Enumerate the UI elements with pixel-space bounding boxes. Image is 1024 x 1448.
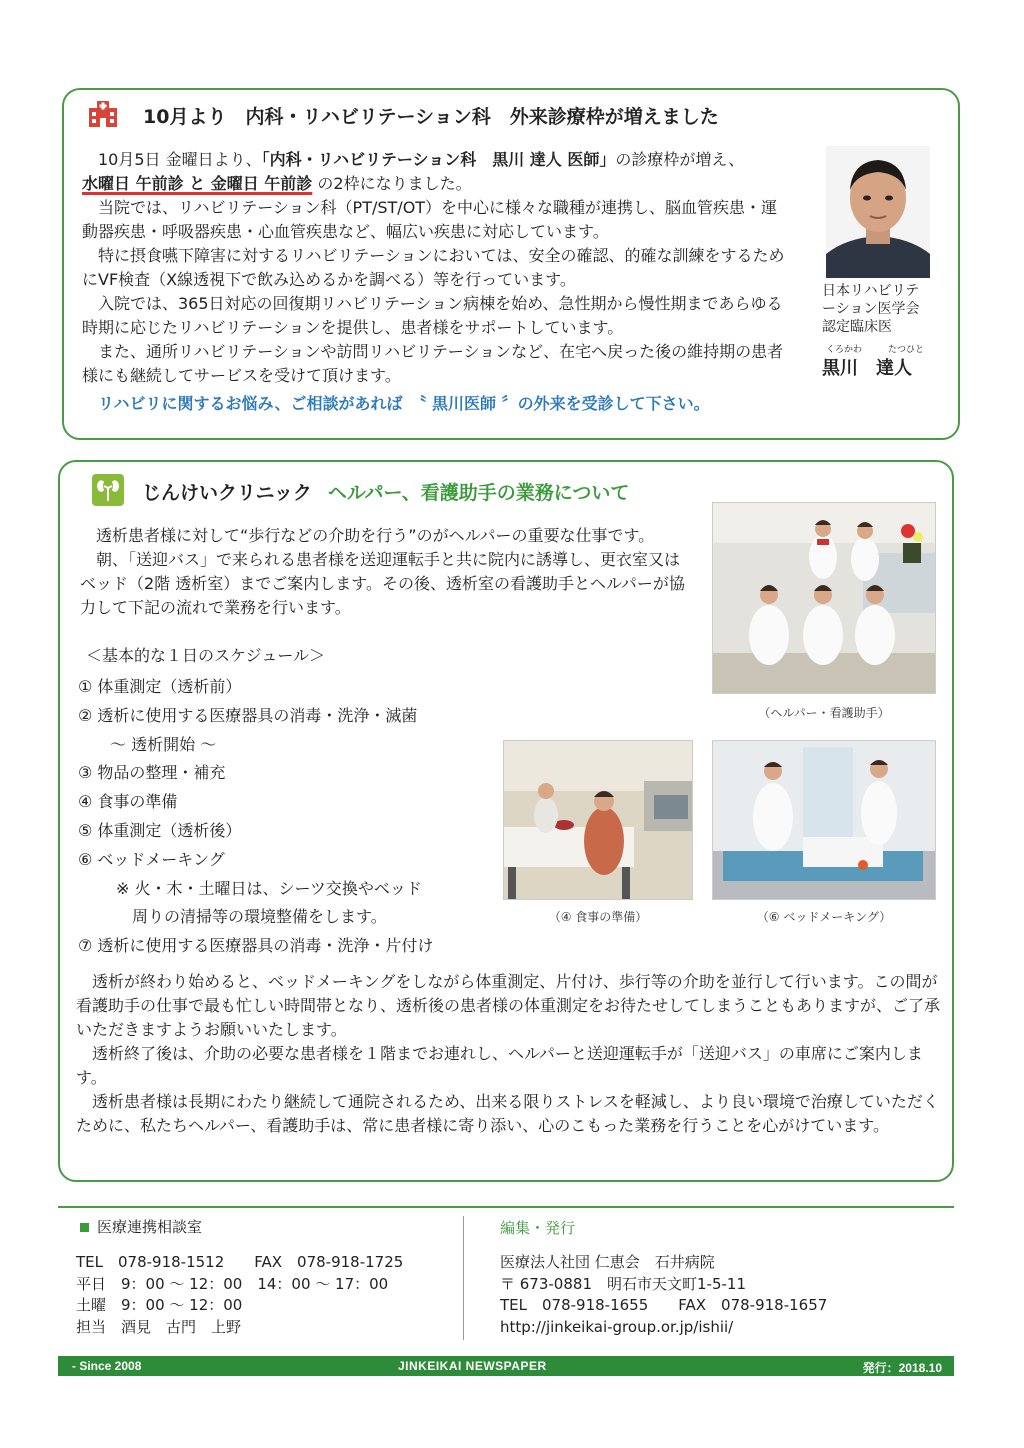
issue-date: 発行：2018.10 bbox=[862, 1361, 942, 1375]
liaison-saturday-hours: 土曜 9：00 ～ 12：00 bbox=[76, 1296, 243, 1315]
schedule-note: ※ 火・木・土曜日は、シーツ交換やベッド bbox=[100, 878, 422, 898]
helper-role-text: 透析患者様に対して“歩行などの介助を行う”のがヘルパーの重要な仕事です。 bbox=[96, 526, 655, 545]
shuttle-bus-text: 朝、「送迎バス」で来られる患者様を送迎運転手と共に院内に誘導し、更衣室又はベッド（2階 透析室）までご案内します。その後、透析室の看護助手とヘルパーが協力して下記の流れで業務を行います。 bbox=[80, 550, 685, 617]
schedule-item: ⑦ 透析に使用する医療器具の消毒・洗浄・片付け bbox=[78, 936, 434, 956]
doctor-photo bbox=[826, 146, 930, 278]
commitment-text: 透析患者様は長期にわたり継続して通院されるため、出来る限りストレスを軽減し、より良い環境で治療していただくために、私たちヘルパー、看護助手は、常に患者様に寄り添い、心のこもった業務を行うことを心がけています。 bbox=[76, 1092, 939, 1135]
schedule-intro-text-end: の診療枠が増え、 bbox=[615, 150, 745, 169]
schedule-title: ＜基本的な１日のスケジュール＞ bbox=[86, 646, 326, 665]
liaison-staff: 担当 酒見 古門 上野 bbox=[76, 1317, 242, 1336]
schedule-list bbox=[78, 673, 433, 961]
liaison-office-details bbox=[76, 1252, 403, 1338]
schedule-item: ⑥ ベッドメーキング bbox=[78, 849, 225, 869]
schedule-item: ④ 食事の準備 bbox=[78, 792, 178, 812]
schedule-intro-text: 10月5日 金曜日より、 bbox=[98, 150, 262, 169]
rehab-paragraph-disciplines: 当院では、リハビリテーション科（PT/ST/OT）を中心に様々な職種が連携し、脳血管疾患・運動器疾患・呼吸器疾患・心血管疾患など、幅広い疾患に対応しています。 bbox=[82, 198, 778, 241]
liaison-weekday-hours: 平日 9：00 ～ 12：00 14：00 ～ 17：00 bbox=[76, 1274, 389, 1293]
staff-photo-caption: （ヘルパー・看護助手） bbox=[758, 706, 890, 720]
busy-time-text: 透析が終わり始めると、ベッドメーキングをしながら体重測定、片付け、歩行等の介助を並行して行います。この間が看護助手の仕事で最も忙しい時間帯となり、透析後の患者様の体重測定をお待たせしてしまうこともありますが、ご了承いただきますようお願いいたします。 bbox=[76, 972, 941, 1039]
doctor-credentials bbox=[822, 282, 940, 336]
schedule-item: ① 体重測定（透析前） bbox=[78, 677, 242, 696]
doctor-title-line3: 認定臨床医 bbox=[822, 319, 892, 335]
schedule-item: ② 透析に使用する医療器具の消毒・洗浄・滅菌 bbox=[78, 705, 418, 725]
rehab-paragraph-inpatient: 入院では、365日対応の回復期リハビリテーション病棟を始め、急性期から慢性期まであらゆる時期に応じたリハビリテーションを提供し、患者様をサポートしています。 bbox=[82, 294, 783, 337]
staff-group-photo bbox=[712, 502, 936, 694]
publisher-phone-fax: TEL 078-918-1655 FAX 078-918-1657 bbox=[500, 1296, 828, 1315]
clinic-name: じんけいクリニック bbox=[142, 482, 312, 504]
new-slots-highlight: 水曜日 午前診 と 金曜日 午前診 bbox=[82, 174, 313, 193]
schedule-item: ～ 透析開始 ～ bbox=[78, 734, 217, 754]
liaison-office-title bbox=[80, 1217, 202, 1239]
publisher-org: 医療法人社団 仁恵会 石井病院 bbox=[500, 1253, 715, 1271]
publisher-details bbox=[500, 1252, 827, 1338]
publisher-title: 編集・発行 bbox=[500, 1219, 576, 1237]
rehab-section-title: 10月より 内科・リハビリテーション科 外来診療枠が増えました bbox=[143, 106, 719, 128]
footer-divider bbox=[58, 1206, 954, 1208]
clinic-topic: ヘルパー、看護助手の業務について bbox=[327, 482, 630, 504]
doctor-title-line2: ーション医学会 bbox=[822, 301, 920, 317]
bed-making-photo bbox=[712, 740, 936, 900]
ruby-given: たつひと bbox=[888, 345, 925, 355]
bed-photo-caption: （⑥ ベッドメーキング） bbox=[756, 910, 892, 924]
schedule-item: ③ 物品の整理・補充 bbox=[78, 763, 226, 783]
doctor-title-line1: 日本リハビリテ bbox=[822, 283, 920, 299]
doctor-name: 黒川 達人 bbox=[822, 358, 912, 379]
footer-column-divider bbox=[463, 1216, 464, 1340]
rehab-paragraph-swallowing: 特に摂食嚥下障害に対するリハビリテーションにおいては、安全の確認、的確な訓練をするためにVF検査（X線透視下で飲み込めるかを調べる）等を行っています。 bbox=[82, 246, 785, 289]
square-bullet-icon bbox=[80, 1223, 89, 1232]
schedule-item: ⑤ 体重測定（透析後） bbox=[78, 820, 242, 840]
publisher-address: 〒 673-0881 明石市天文町1-5-11 bbox=[500, 1274, 746, 1293]
meal-photo-caption: （④ 食事の準備） bbox=[548, 910, 648, 924]
newspaper-footer-bar bbox=[58, 1356, 954, 1376]
rehab-section-body bbox=[82, 148, 792, 388]
doctor-department-highlight: 「内科・リハビリテーション科 黒川 達人 医師」 bbox=[261, 150, 616, 169]
schedule-note: 周りの清掃等の環境整備をします。 bbox=[100, 907, 387, 927]
clinic-body bbox=[76, 970, 942, 1138]
publisher-url[interactable]: http://jinkeikai-group.or.jp/ishii/ bbox=[500, 1317, 734, 1336]
new-slots-text: の2枠になりました。 bbox=[312, 174, 472, 193]
hospital-building-icon bbox=[88, 100, 118, 128]
since-label: - Since 2008 bbox=[72, 1359, 142, 1373]
meal-preparation-photo bbox=[503, 740, 693, 900]
newspaper-name: JINKEIKAI NEWSPAPER bbox=[398, 1359, 547, 1373]
after-dialysis-text: 透析終了後は、介助の必要な患者様を１階までお連れし、ヘルパーと送迎運転手が「送迎バス」の車席にご案内します。 bbox=[76, 1044, 923, 1087]
clinic-intro bbox=[80, 524, 692, 620]
clinic-section-title bbox=[142, 478, 629, 505]
ruby-family: くろかわ bbox=[826, 345, 863, 355]
liaison-office-name: 医療連携相談室 bbox=[97, 1218, 203, 1236]
liaison-phone-fax: TEL 078-918-1512 FAX 078-918-1725 bbox=[76, 1253, 404, 1271]
consultation-callout: リハビリに関するお悩み、ご相談があれば 〝 黒川医師 〞の外来を受診して下さい。 bbox=[98, 394, 710, 413]
kidney-icon bbox=[92, 474, 124, 506]
rehab-paragraph-home-care: また、通所リハビリテーションや訪問リハビリテーションなど、在宅へ戻った後の維持期の患者様にも継続してサービスを受けて頂けます。 bbox=[82, 342, 784, 385]
